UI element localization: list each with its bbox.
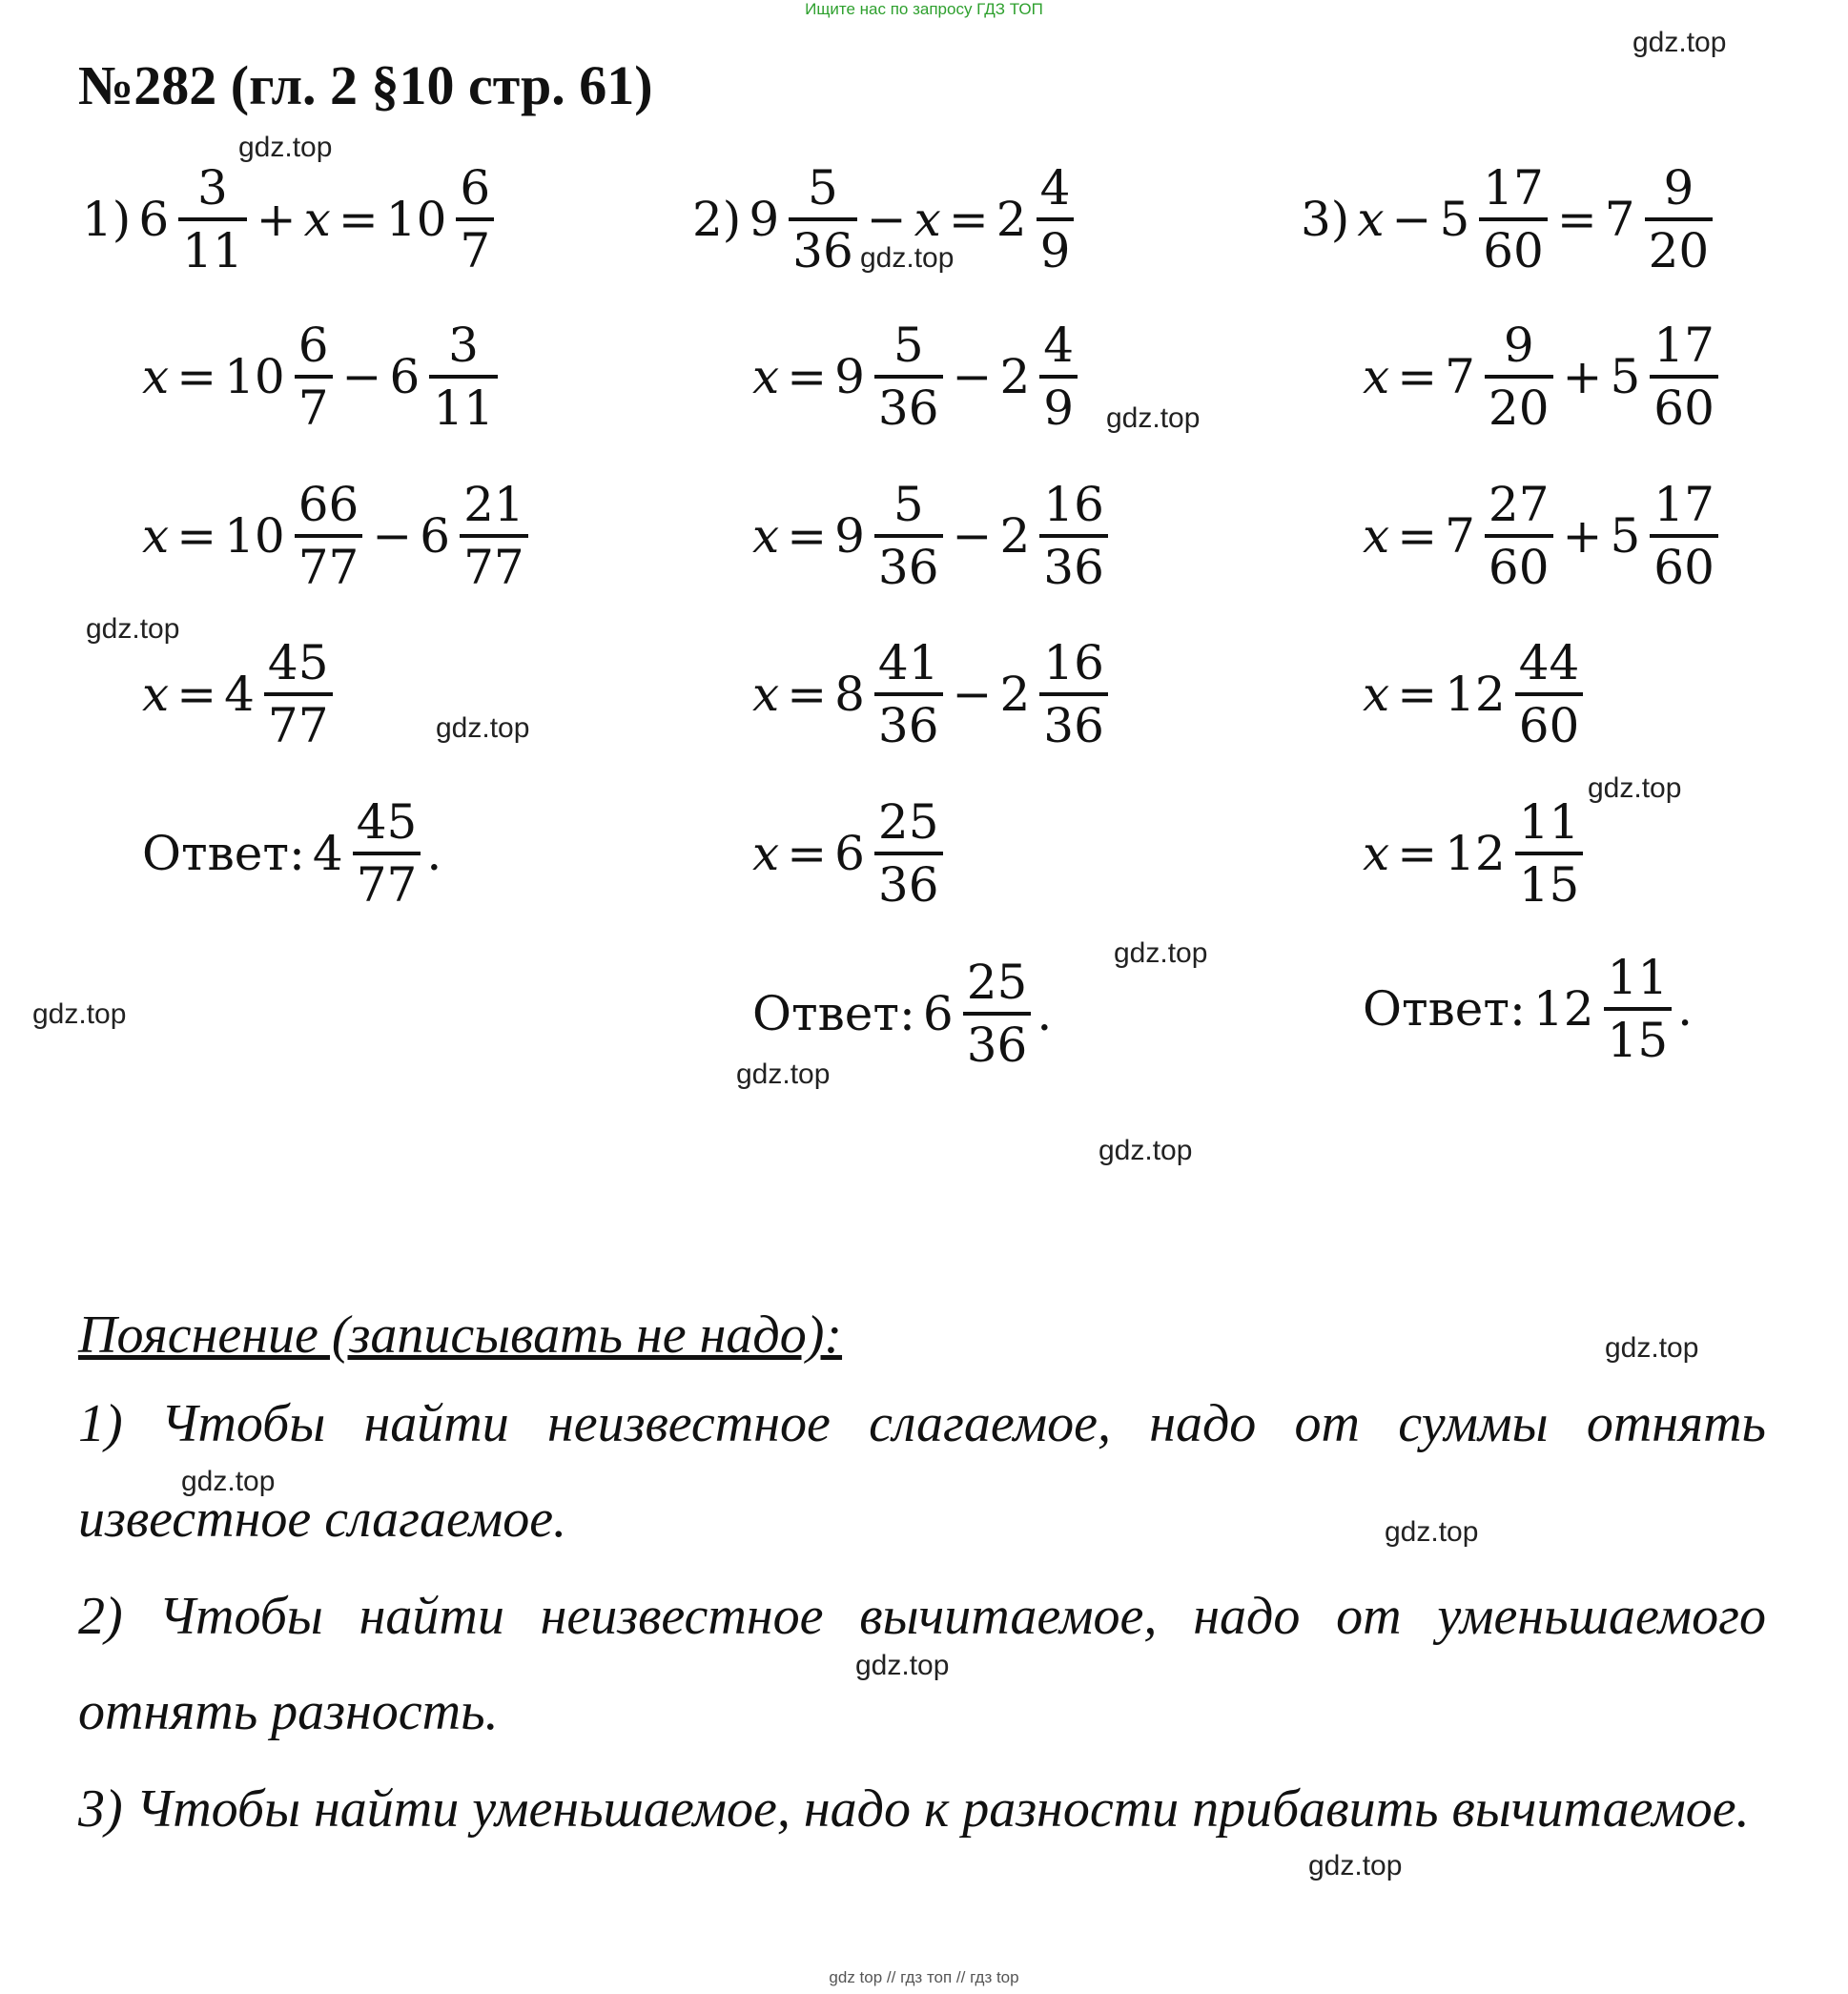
watermark: gdz.top xyxy=(736,1059,831,1090)
p2-line-5: x = 6 $\frac{25}{36}$ xyxy=(749,787,949,920)
page-title: №282 (гл. 2 §10 стр. 61) xyxy=(78,54,653,116)
explanation-item-3: 3) Чтобы найти уменьшаемое, надо к разности прибавить вычитаемое. xyxy=(78,1779,1750,1839)
watermark: gdz.top xyxy=(1632,27,1727,58)
watermark: gdz.top xyxy=(238,132,333,163)
watermark: gdz.top xyxy=(1099,1135,1193,1166)
explanation-item-1: 1) Чтобы найти неизвестное слагаемое, надо от суммы отнять известное слагаемое. xyxy=(78,1394,1766,1549)
explanation-item-2: 2) Чтобы найти неизвестное вычитаемое, надо от уменьшаемого отнять разность. xyxy=(78,1587,1766,1741)
watermark: gdz.top xyxy=(32,998,127,1030)
p2-line-1: 2) 9 $\frac{5}{36}$ − x = 2 $\frac{4}{9}$ xyxy=(688,153,1079,286)
top-banner: Ищите нас по запросу ГДЗ ТОП xyxy=(805,0,1043,18)
watermark: gdz.top xyxy=(1106,402,1201,434)
watermark: gdz.top xyxy=(181,1466,276,1497)
watermark: gdz.top xyxy=(1114,937,1208,969)
p1-line-4: x = 4 $\frac{45}{77}$ xyxy=(138,627,339,761)
watermark: gdz.top xyxy=(1605,1332,1699,1364)
watermark: gdz.top xyxy=(1588,772,1682,804)
p2-line-3: x = 9 $\frac{5}{36}$ − 2 $\frac{16}{36}$ xyxy=(749,469,1114,603)
p1-line-1: 1) 6 $\frac{3}{11}$ + x = 10 $\frac{6}{7}$ xyxy=(78,153,500,286)
p3-line-5: x = 12 $\frac{11}{15}$ xyxy=(1359,787,1589,920)
explanation-heading: Пояснение (записывать не надо): xyxy=(78,1305,843,1365)
p2-line-4: x = 8 $\frac{41}{36}$ − 2 $\frac{16}{36}$ xyxy=(749,627,1114,761)
watermark: gdz.top xyxy=(1385,1516,1479,1548)
p3-line-1: 3) x − 5 $\frac{17}{60}$ = 7 $\frac{9}{20}$ xyxy=(1297,153,1718,286)
watermark: gdz.top xyxy=(436,712,530,744)
p2-line-2: x = 9 $\frac{5}{36}$ − 2 $\frac{4}{9}$ xyxy=(749,310,1083,443)
watermark: gdz.top xyxy=(860,242,955,274)
footer: gdz top // гдз топ // гдз top xyxy=(829,1968,1019,1986)
p3-line-2: x = 7 $\frac{9}{20}$ + 5 $\frac{17}{60}$ xyxy=(1359,310,1724,443)
p1-answer: Ответ: 4 $\frac{45}{77}$ . xyxy=(142,794,442,913)
p1-line-2: x = 10 $\frac{6}{7}$ − 6 $\frac{3}{11}$ xyxy=(138,310,503,443)
p3-answer: Ответ: 12 $\frac{11}{15}$ . xyxy=(1363,950,1694,1068)
p3-line-4: x = 12 $\frac{44}{60}$ xyxy=(1359,627,1589,761)
p3-line-3: x = 7 $\frac{27}{60}$ + 5 $\frac{17}{60}$ xyxy=(1359,469,1724,603)
p2-answer: Ответ: 6 $\frac{25}{36}$ . xyxy=(752,955,1053,1073)
p1-line-3: x = 10 $\frac{66}{77}$ − 6 $\frac{21}{77}$ xyxy=(138,469,534,603)
watermark: gdz.top xyxy=(855,1650,950,1681)
watermark: gdz.top xyxy=(86,613,180,645)
watermark: gdz.top xyxy=(1308,1850,1403,1881)
